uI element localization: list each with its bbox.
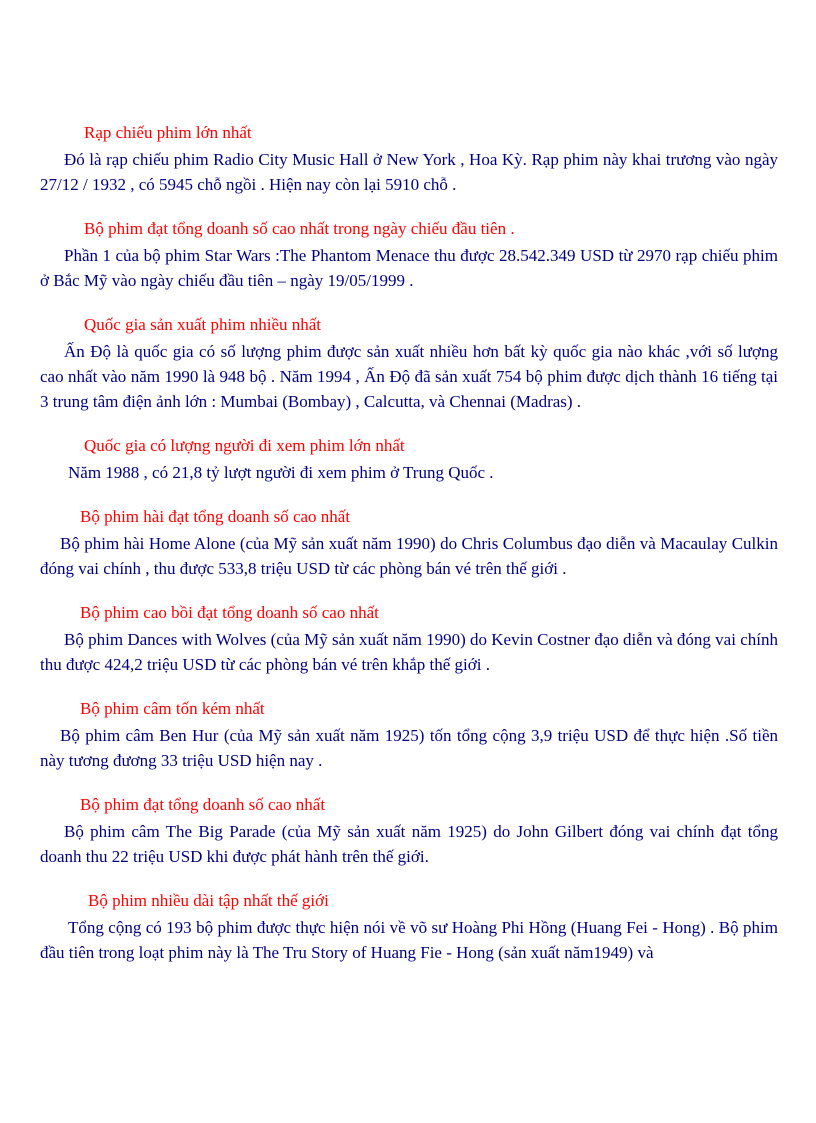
section-heading: Bộ phim nhiều dài tập nhất thế giới — [88, 891, 329, 910]
section-heading: Quốc gia sản xuất phim nhiều nhất — [84, 315, 322, 334]
section-largest-cinema — [0, 122, 816, 197]
section-longest-series — [0, 890, 816, 965]
section-body: Tổng cộng có 193 bộ phim được thực hiện nói về võ sư Hoàng Phi Hồng (Huang Fei - Hong) . Bộ phim đầu tiên trong loạt phim này là The Tru Story of Huang Fie - Hong (sản xuất năm1949) và — [40, 918, 778, 962]
section-heading: Rạp chiếu phim lớn nhất — [84, 123, 252, 142]
section-comedy-gross — [0, 506, 816, 581]
section-body: Bộ phim Dances with Wolves (của Mỹ sản xuất năm 1990) do Kevin Costner đạo diễn và đóng vai chính thu được 424,2 triệu USD từ các phòng bán vé trên khắp thế giới . — [40, 630, 778, 674]
section-body: Năm 1988 , có 21,8 tỷ lượt người đi xem phim ở Trung Quốc . — [68, 463, 494, 482]
section-body: Bộ phim hài Home Alone (của Mỹ sản xuất năm 1990) do Chris Columbus đạo diễn và Macaulay Culkin đóng vai chính , thu được 533,8 triệu USD từ các phòng bán vé trên thế giới . — [40, 534, 778, 578]
section-heading: Bộ phim đạt tổng doanh số cao nhất — [80, 795, 326, 814]
section-body: Bộ phim câm Ben Hur (của Mỹ sản xuất năm 1925) tốn tổng cộng 3,9 triệu USD để thực hiện .Số tiền này tương đương 33 triệu USD hiện nay . — [40, 726, 778, 770]
section-body: Ấn Độ là quốc gia có số lượng phim được sản xuất nhiều hơn bất kỳ quốc gia nào khác ,với số lượng cao nhất vào năm 1990 là 948 bộ . Năm 1994 , Ấn Độ đã sản xuất 754 bộ phim được dịch thành 16 tiếng tại 3 trung tâm điện ảnh lớn : Mumbai (Bombay) , Calcutta, và Chennai (Madras) . — [40, 342, 778, 411]
section-body: Đó là rạp chiếu phim Radio City Music Hall ở New York , Hoa Kỳ. Rạp phim này khai trương vào ngày 27/12 / 1932 , có 5945 chỗ ngồi . Hiện nay còn lại 5910 chỗ . — [40, 150, 778, 194]
section-heading: Bộ phim cao bồi đạt tổng doanh số cao nhất — [80, 603, 379, 622]
section-western-gross — [0, 602, 816, 677]
section-heading: Quốc gia có lượng người đi xem phim lớn nhất — [84, 436, 405, 455]
section-heading: Bộ phim đạt tổng doanh số cao nhất trong ngày chiếu đầu tiên . — [84, 219, 515, 238]
section-most-viewers-country — [0, 435, 816, 485]
section-heading: Bộ phim hài đạt tổng doanh số cao nhất — [80, 507, 351, 526]
section-first-day-gross — [0, 218, 816, 293]
section-highest-gross — [0, 794, 816, 869]
section-heading: Bộ phim câm tốn kém nhất — [80, 699, 265, 718]
section-most-films-country — [0, 314, 816, 414]
section-costliest-silent-film — [0, 698, 816, 773]
section-body: Bộ phim câm The Big Parade (của Mỹ sản xuất năm 1925) do John Gilbert đóng vai chính đạt tổng doanh thu 22 triệu USD khi được phát hành trên thế giới. — [40, 822, 778, 866]
section-body: Phần 1 của bộ phim Star Wars :The Phantom Menace thu được 28.542.349 USD từ 2970 rạp chiếu phim ở Bắc Mỹ vào ngày chiếu đầu tiên – ngày 19/05/1999 . — [40, 246, 778, 290]
